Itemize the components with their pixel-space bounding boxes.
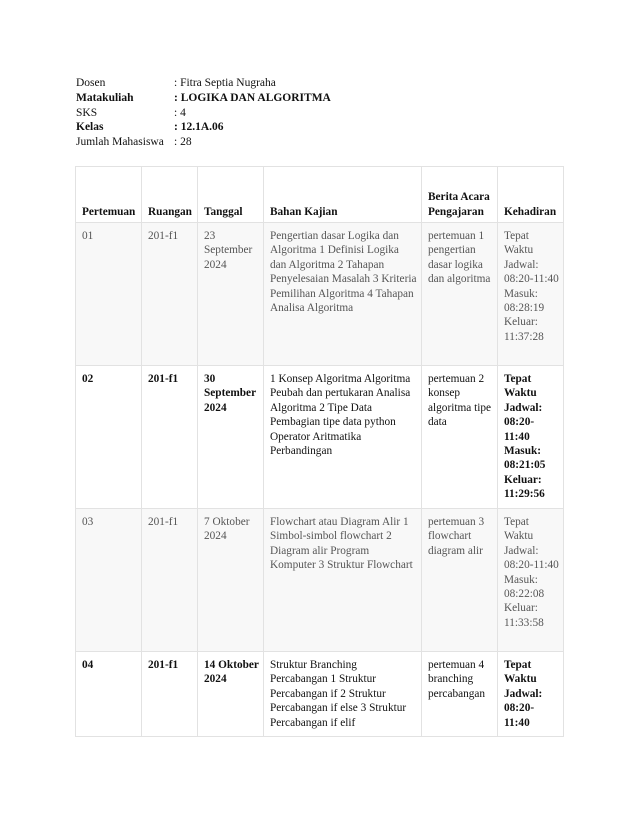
- cell-pertemuan: 02: [76, 366, 142, 509]
- cell-berita-acara: pertemuan 4 branching percabangan: [422, 652, 498, 737]
- info-row-dosen: [76, 76, 331, 91]
- header-bahan-kajian: Bahan Kajian: [264, 167, 422, 223]
- info-label: Jumlah Mahasiswa: [76, 136, 164, 149]
- info-value: : Fitra Septia Nugraha: [174, 77, 276, 89]
- cell-bahan-kajian: Struktur Branching Percabangan 1 Struktur Percabangan if 2 Struktur Percabangan if else 3 Struktur Percabangan if elif: [264, 652, 422, 737]
- table-row: [76, 652, 564, 737]
- cell-kehadiran: Tepat Waktu Jadwal: 08:20-11:40 Masuk: 08:28:19 Keluar: 11:37:28: [498, 223, 564, 366]
- cell-ruangan: 201-f1: [142, 223, 198, 366]
- info-row-jumlah-mahasiswa: [76, 135, 331, 150]
- header-kehadiran: Kehadiran: [498, 167, 564, 223]
- cell-tanggal: 23 September 2024: [198, 223, 264, 366]
- course-info: [76, 76, 331, 150]
- table-header-row: [76, 167, 564, 223]
- cell-ruangan: 201-f1: [142, 652, 198, 737]
- cell-bahan-kajian: Flowchart atau Diagram Alir 1 Simbol-simbol flowchart 2 Diagram alir Program Komputer 3 Struktur Flowchart: [264, 509, 422, 652]
- table-row: [76, 223, 564, 366]
- info-label: Matakuliah: [76, 91, 134, 104]
- attendance-table: [75, 166, 564, 737]
- info-row-matakuliah: [76, 91, 331, 106]
- cell-tanggal: 7 Oktober 2024: [198, 509, 264, 652]
- table-row: [76, 366, 564, 509]
- info-value: : 4: [174, 106, 186, 119]
- info-label: Dosen: [76, 77, 106, 89]
- cell-ruangan: 201-f1: [142, 509, 198, 652]
- cell-tanggal: 30 September 2024: [198, 366, 264, 509]
- header-pertemuan: Pertemuan: [76, 167, 142, 223]
- cell-berita-acara: pertemuan 2 konsep algoritma tipe data: [422, 366, 498, 509]
- header-ruangan: Ruangan: [142, 167, 198, 223]
- info-row-kelas: [76, 120, 331, 135]
- cell-pertemuan: 04: [76, 652, 142, 737]
- cell-bahan-kajian: Pengertian dasar Logika dan Algoritma 1 Definisi Logika dan Algoritma 2 Tahapan Penyelesaian Masalah 3 Kriteria Pemilihan Algoritma 4 Tahapan Analisa Algoritma: [264, 223, 422, 366]
- cell-kehadiran: Tepat Waktu Jadwal: 08:20-11:40 Masuk: 08:22:08 Keluar: 11:33:58: [498, 509, 564, 652]
- cell-berita-acara: pertemuan 3 flowchart diagram alir: [422, 509, 498, 652]
- cell-pertemuan: 01: [76, 223, 142, 366]
- cell-ruangan: 201-f1: [142, 366, 198, 509]
- header-berita-acara: Berita Acara Pengajaran: [422, 167, 498, 223]
- cell-kehadiran: Tepat Waktu Jadwal: 08:20-11:40 Masuk: 08:21:05 Keluar: 11:29:56: [498, 366, 564, 509]
- table-row: [76, 509, 564, 652]
- info-label: SKS: [76, 106, 98, 119]
- cell-pertemuan: 03: [76, 509, 142, 652]
- info-row-sks: [76, 106, 331, 121]
- cell-tanggal: 14 Oktober 2024: [198, 652, 264, 737]
- cell-bahan-kajian: 1 Konsep Algoritma Algoritma Peubah dan pertukaran Analisa Algoritma 2 Tipe Data Pembagian tipe data python Operator Aritmatika Perbandingan: [264, 366, 422, 509]
- info-label: Kelas: [76, 121, 104, 134]
- cell-berita-acara: pertemuan 1 pengertian dasar logika dan algoritma: [422, 223, 498, 366]
- info-value: : 28: [174, 136, 192, 149]
- cell-kehadiran: Tepat Waktu Jadwal: 08:20-11:40: [498, 652, 564, 737]
- header-tanggal: Tanggal: [198, 167, 264, 223]
- info-value: : 12.1A.06: [174, 121, 224, 134]
- info-value: : LOGIKA DAN ALGORITMA: [174, 91, 331, 104]
